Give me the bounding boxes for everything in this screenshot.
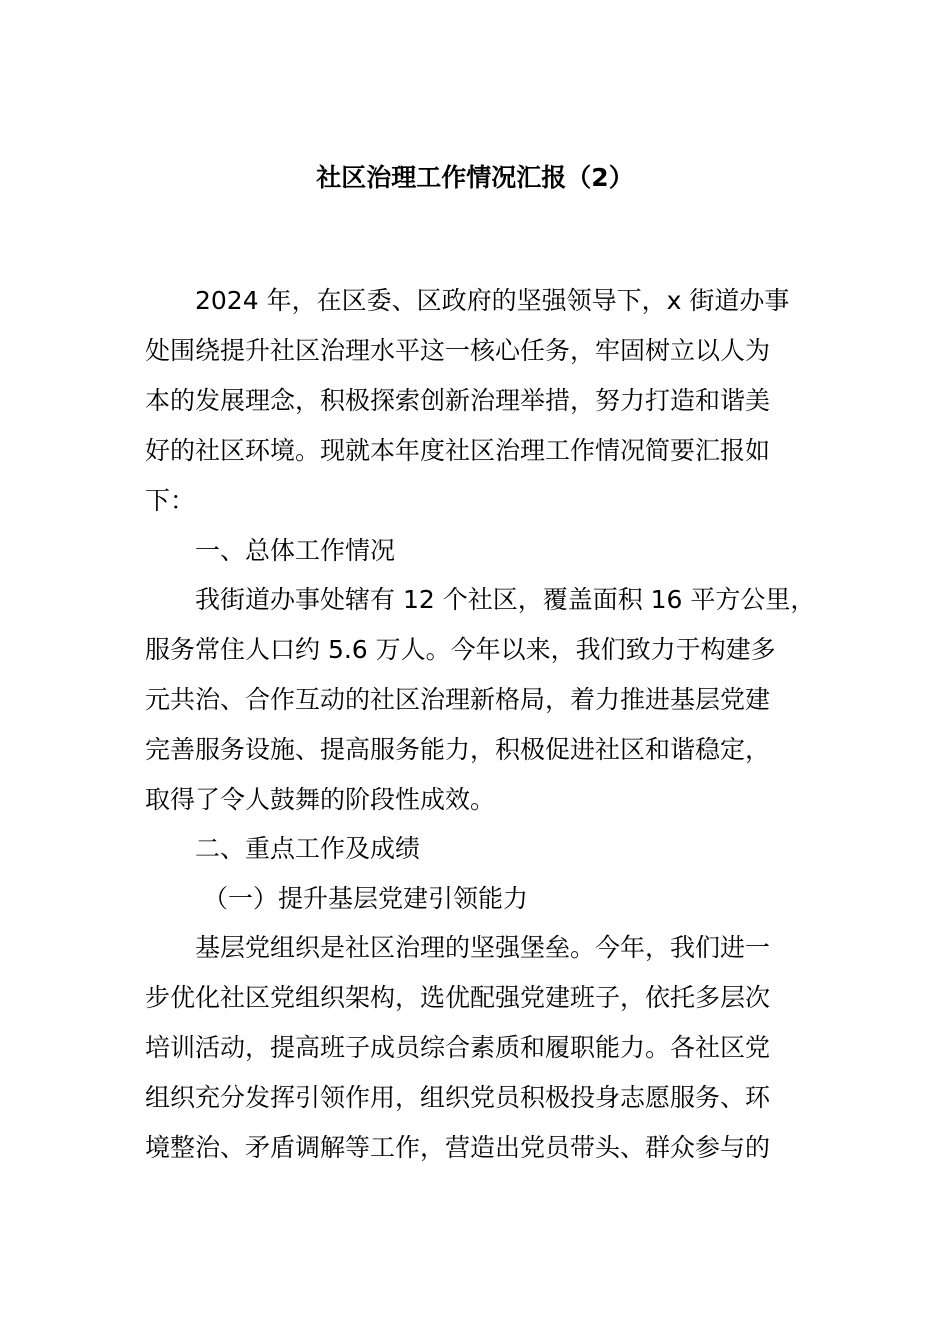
paragraph-line: 我街道办事处辖有 12 个社区，覆盖面积 16 平方公里， — [195, 585, 816, 614]
document-title: 社区治理工作情况汇报（2） — [316, 163, 634, 192]
paragraph-line: 基层党组织是社区治理的坚强堡垒。今年，我们进一 — [195, 933, 771, 962]
paragraph-line: 步优化社区党组织架构，选优配强党建班子，依托多层次 — [145, 983, 771, 1012]
section-heading: 一、总体工作情况 — [195, 536, 396, 565]
paragraph-line: 处围绕提升社区治理水平这一核心任务，牢固树立以人为 — [145, 336, 771, 365]
section-heading: 二、重点工作及成绩 — [195, 834, 421, 863]
paragraph-line: 培训活动，提高班子成员综合素质和履职能力。各社区党 — [145, 1033, 771, 1062]
paragraph-line: 本的发展理念，积极探索创新治理举措，努力打造和谐美 — [145, 386, 771, 415]
paragraph-line: 取得了令人鼓舞的阶段性成效。 — [145, 785, 496, 814]
paragraph-line: 境整治、矛盾调解等工作，营造出党员带头、群众参与的 — [145, 1133, 771, 1162]
paragraph-line: 完善服务设施、提高服务能力，积极促进社区和谐稳定， — [145, 735, 771, 764]
paragraph-line: 元共治、合作互动的社区治理新格局，着力推进基层党建 — [145, 685, 771, 714]
paragraph-line: 组织充分发挥引领作用，组织党员积极投身志愿服务、环 — [145, 1083, 771, 1112]
paragraph-line: 下： — [145, 486, 196, 515]
paragraph-line: 好的社区环境。现就本年度社区治理工作情况简要汇报如 — [145, 436, 771, 465]
subsection-heading: （一）提升基层党建引领能力 — [203, 884, 529, 913]
paragraph-line: 服务常住人口约 5.6 万人。今年以来，我们致力于构建多 — [145, 635, 776, 664]
paragraph-line: 2024 年，在区委、区政府的坚强领导下，x 街道办事 — [195, 286, 790, 315]
